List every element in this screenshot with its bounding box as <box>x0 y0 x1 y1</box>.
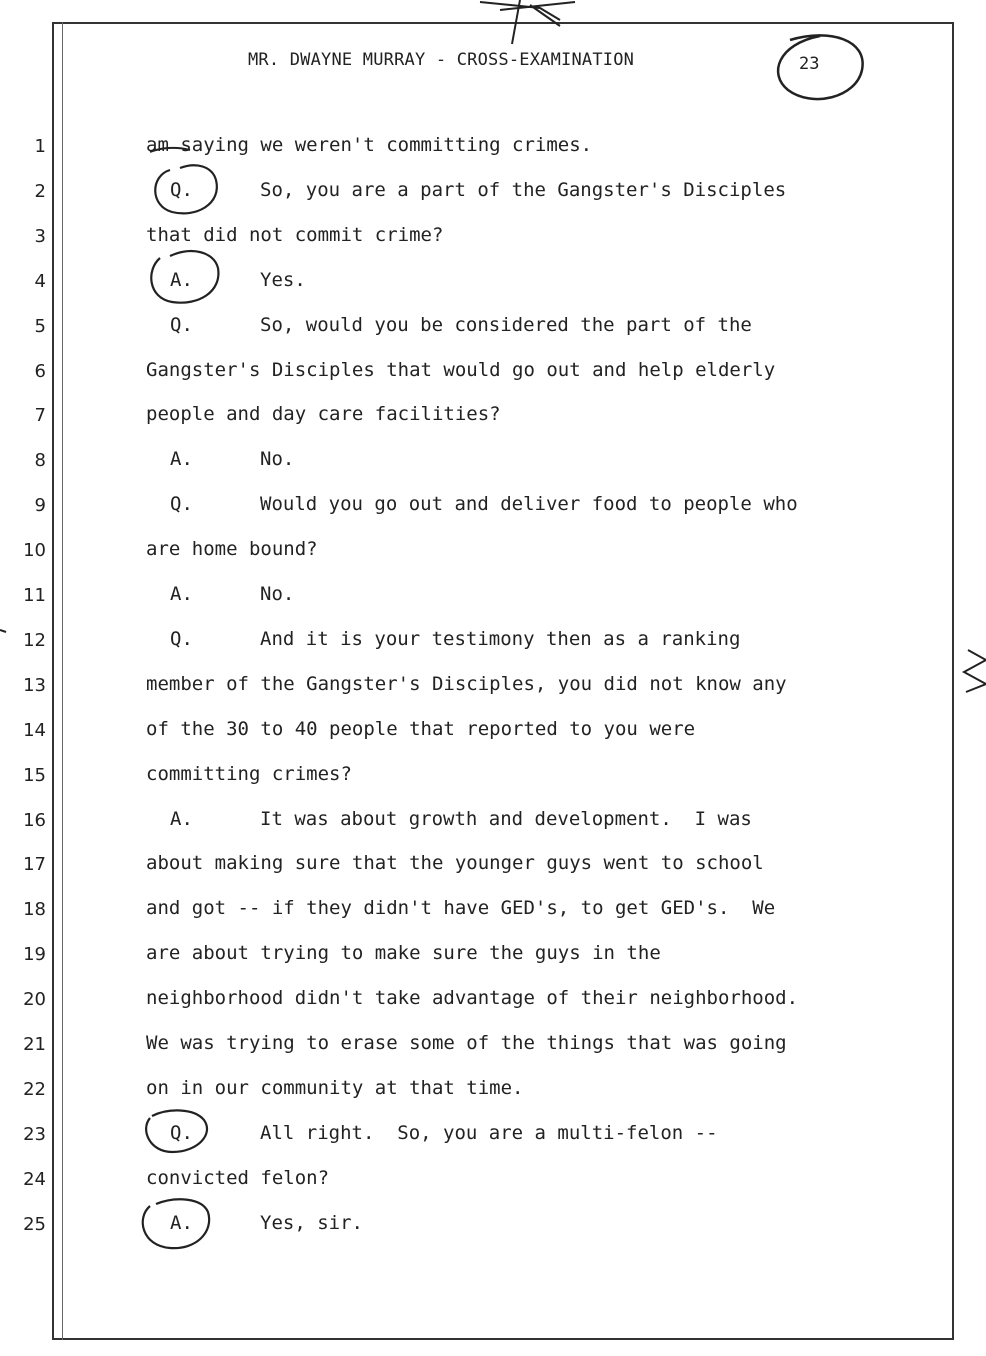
line-number: 19 <box>23 944 46 966</box>
transcript-line <box>170 269 306 291</box>
line-text: committing crimes? <box>146 762 352 785</box>
line-text: neighborhood didn't take advantage of their neighborhood. <box>146 987 799 1010</box>
line-number: 20 <box>23 989 46 1011</box>
transcript-line <box>170 1212 363 1234</box>
transcript-line <box>170 493 798 515</box>
line-number: 21 <box>23 1034 46 1055</box>
transcript-line <box>146 763 352 785</box>
right-margin-scribble <box>964 650 986 692</box>
speaker-label: A. <box>170 268 193 291</box>
line-text: So, would you be considered the part of the <box>260 313 752 336</box>
line-number: 24 <box>23 1168 46 1190</box>
line-number: 4 <box>34 270 46 292</box>
line-number: 2 <box>34 180 46 202</box>
line-number: 8 <box>34 450 46 472</box>
transcript-line <box>170 314 752 336</box>
speaker-label: A. <box>170 807 193 830</box>
line-number: 23 <box>23 1123 46 1145</box>
speaker-label: A. <box>170 448 193 471</box>
line-text: Yes, sir. <box>260 1211 363 1234</box>
transcript-line <box>170 808 752 830</box>
transcript-line <box>170 628 740 650</box>
line-number: 11 <box>23 585 46 606</box>
transcript-line <box>146 852 764 874</box>
line-text: and got -- if they didn't have GED's, to get GED's. We <box>146 897 776 920</box>
line-text: All right. So, you are a multi-felon -- <box>260 1121 718 1144</box>
left-margin-tick <box>0 630 6 632</box>
line-text: And it is your testimony then as a ranking <box>260 627 741 650</box>
transcript-line <box>146 538 318 560</box>
transcript-line <box>146 403 501 425</box>
speaker-label: Q. <box>170 493 193 516</box>
transcript-line <box>146 673 787 695</box>
page-number: 23 <box>799 54 820 74</box>
line-text: Yes. <box>260 268 306 291</box>
transcript-line <box>170 448 294 470</box>
line-number: 15 <box>23 764 46 786</box>
line-text: are about trying to make sure the guys in the <box>146 942 661 965</box>
speaker-label: Q. <box>170 313 193 336</box>
line-number: 10 <box>23 540 46 562</box>
line-text: member of the Gangster's Disciples, you did not know any <box>146 672 787 695</box>
line-text: We was trying to erase some of the things that was going <box>146 1032 787 1054</box>
line-number: 14 <box>23 719 46 741</box>
margin-rule <box>62 22 63 1340</box>
line-text: am saying we weren't committing crimes. <box>146 134 593 156</box>
transcript-line <box>146 718 695 740</box>
transcript-line <box>146 942 661 964</box>
transcript-line <box>146 134 592 156</box>
line-text: are home bound? <box>146 538 318 561</box>
line-text: So, you are a part of the Gangster's Disciples <box>260 178 787 201</box>
transcript-line <box>146 1077 524 1099</box>
transcript-line <box>146 359 775 381</box>
speaker-label: Q. <box>170 627 193 650</box>
line-number: 22 <box>23 1078 46 1100</box>
transcript-line <box>170 583 294 605</box>
line-text: Would you go out and deliver food to people who <box>260 493 798 516</box>
transcript-line <box>170 1122 718 1144</box>
line-number: 25 <box>23 1213 46 1235</box>
line-number: 9 <box>34 495 46 517</box>
transcript-line <box>146 224 443 246</box>
transcript-line <box>146 1032 787 1054</box>
line-text: on in our community at that time. <box>146 1076 524 1099</box>
line-text: people and day care facilities? <box>146 403 501 426</box>
transcript-line <box>146 987 798 1009</box>
line-number: 1 <box>34 136 46 157</box>
line-text: that did not commit crime? <box>146 223 444 246</box>
line-text: of the 30 to 40 people that reported to you were <box>146 717 696 740</box>
line-text: about making sure that the younger guys went to school <box>146 852 764 875</box>
line-text: Gangster's Disciples that would go out and help elderly <box>146 358 776 381</box>
transcript-line <box>146 1167 329 1189</box>
line-number: 5 <box>34 315 46 337</box>
speaker-label: Q. <box>170 1121 193 1144</box>
line-text: convicted felon? <box>146 1166 330 1189</box>
transcript-line <box>170 179 786 201</box>
line-text: No. <box>260 583 295 605</box>
speaker-label: A. <box>170 583 193 605</box>
speaker-label: A. <box>170 1211 193 1234</box>
line-number: 16 <box>23 809 46 831</box>
line-text: It was about growth and development. I was <box>260 807 752 830</box>
line-number: 12 <box>23 629 46 651</box>
speaker-label: Q. <box>170 178 193 201</box>
line-number: 7 <box>34 405 46 427</box>
page-header: MR. DWAYNE MURRAY - CROSS-EXAMINATION <box>248 50 635 70</box>
transcript-line <box>146 897 775 919</box>
line-number: 3 <box>34 225 46 247</box>
line-number: 17 <box>23 854 46 876</box>
line-number: 13 <box>23 674 46 696</box>
line-number: 6 <box>34 360 46 382</box>
line-text: No. <box>260 448 295 471</box>
line-number: 18 <box>23 899 46 921</box>
